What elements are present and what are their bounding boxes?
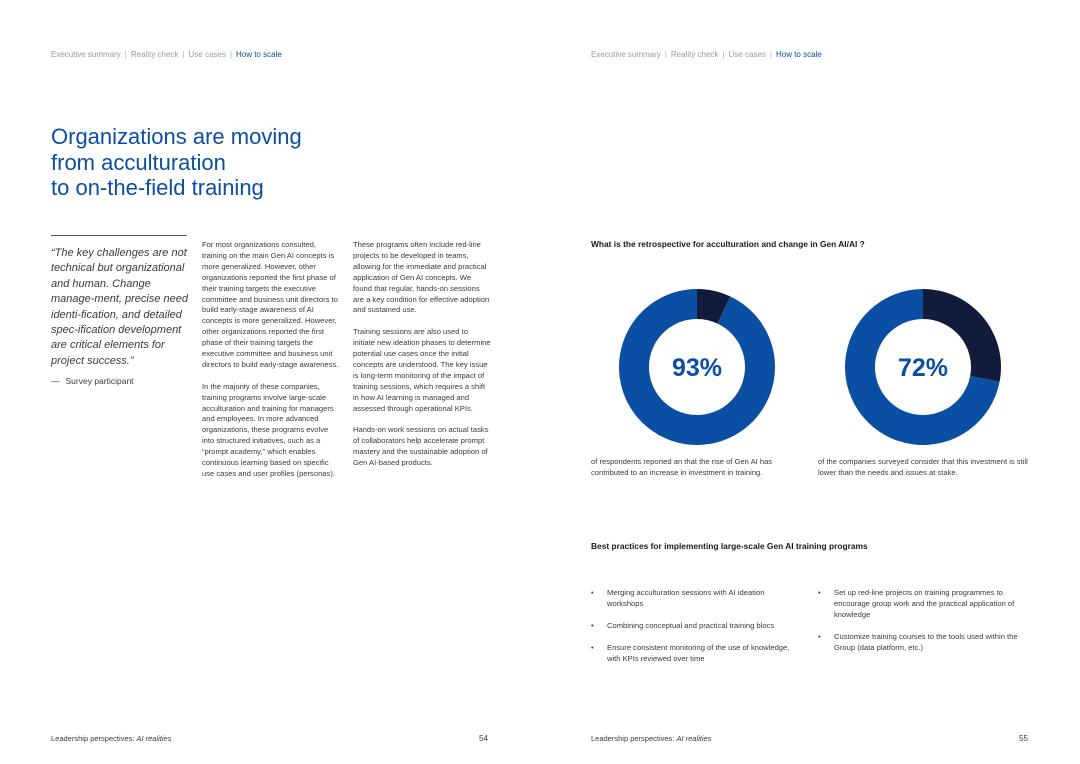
nav-use-cases[interactable]: Use cases [188,50,226,59]
paragraph: These programs often include red-line projects to be developed in teams, allowing for the immediate and practical application of Gen AI concepts. We found that regular, hands-on sessions are a key condition for effective adoption and sustained use. [353,240,490,315]
paragraph: In the majority of these companies, training programs involve large-scale acculturation and training for managers and employees. In more advanced organizations, these programs evolve into structured initiatives, such as a “prompt academy,” which enables continuous learning based on specific use cases and user profiles (personas). [202,381,335,479]
best-practices-list-1 [591,588,791,676]
right-page [540,0,1080,764]
nav-separator: | [182,50,185,59]
footer [51,734,171,743]
attribution-dash: — [51,376,60,386]
donut-svg-1 [618,288,776,446]
bullet-icon: • [818,588,821,597]
page-number: 54 [479,734,488,743]
section-nav [51,50,282,59]
list-item [591,621,791,632]
donut-1-caption: of respondents reported an that the rise of Gen AI has contributed to an increase in investment in training. [591,457,773,477]
list-item [818,632,1018,654]
paragraph: Training sessions are also used to initiate new ideation phases to determine potential use cases once the initial concepts are understood. The key issue is long-term monitoring of the impact of training sessions, which requires a shift in how AI learning is managed and assessed through operational KPIs. [353,327,491,413]
bullet-icon: • [591,588,594,597]
list-item [591,643,791,665]
best-practices-list-2 [818,588,1018,665]
body-column-1 [202,240,340,491]
donut-chart-2 [844,288,1002,446]
donut-2-caption: of the companies surveyed consider that this investment is still lower than the needs and issues at stake. [818,457,1028,477]
list-item-text: Combining conceptual and practical training blocs [607,620,775,630]
nav-use-cases[interactable]: Use cases [728,50,766,59]
nav-executive-summary[interactable]: Executive summary [51,50,121,59]
donut-2-label: 72% [897,354,949,382]
bullet-icon: • [818,631,821,641]
attribution-text: Survey participant [65,376,134,386]
quote-divider [51,235,187,236]
donut-1-label: 93% [671,354,723,382]
list-item-text: Set up red-line projects on training programmes to encourage group work and the practical application of knowledge [834,588,1015,619]
pull-quote: “The key challenges are not technical but organizational and human. Change manage-ment, precise need identi-fication, and detailed spec-ification development are critical elements for project success.” [51,247,188,367]
nav-separator: | [664,50,667,59]
list-item [591,588,791,610]
nav-how-to-scale[interactable]: How to scale [235,50,282,59]
bullet-icon: • [591,620,594,630]
title-line: Organizations are moving [51,124,302,149]
page-title [51,124,351,201]
nav-executive-summary[interactable]: Executive summary [591,50,661,59]
section-nav [591,50,822,59]
footer-text: Leadership perspectives: [51,734,137,743]
nav-separator: | [229,50,232,59]
nav-separator: | [722,50,725,59]
paragraph: Hands-on work sessions on actual tasks of collaborators help accelerate prompt mastery and the sustainable adoption of Gen AI-based products. [353,425,489,468]
bullet-icon: • [591,642,594,652]
nav-how-to-scale[interactable]: How to scale [775,50,822,59]
list-item-text: Ensure consistent monitoring of the use of knowledge, with KPIs reviewed over time [607,642,790,663]
footer-text: Leadership perspectives: [591,734,677,743]
title-line: to on-the-field training [51,175,264,200]
list-item-text: Merging acculturation sessions with AI ideation workshops [607,588,765,608]
footer [591,734,711,743]
paragraph: For most organizations consulted, training on the main Gen AI concepts is more generalized. However, other organizations reported the first phase of their training targets the executive committee and business unit directors to build early-stage awareness of AI concepts is more generalized. However, other organizations reported the first phase of their training targets the executive committee and business unit directors to build early-stage awareness. [202,240,339,369]
nav-reality-check[interactable]: Reality check [130,50,179,59]
donut-chart-1 [618,288,776,446]
best-practices-title: Best practices for implementing large-scale Gen AI training programs [591,541,868,551]
page-number: 55 [1019,734,1028,743]
title-line: from acculturation [51,149,226,175]
footer-italic: AI realities [136,734,172,743]
nav-separator: | [769,50,772,59]
quote-attribution [51,376,134,386]
chart-question: What is the retrospective for acculturation and change in Gen AI/AI ? [591,239,865,249]
list-item-text: Customize training courses to the tools used within the Group (data platform, etc.) [834,631,1018,652]
nav-separator: | [124,50,127,59]
body-column-2 [353,240,491,480]
list-item [818,588,1018,621]
footer-italic: AI realities [676,734,712,743]
donut-svg-2 [844,288,1002,446]
nav-reality-check[interactable]: Reality check [670,50,719,59]
